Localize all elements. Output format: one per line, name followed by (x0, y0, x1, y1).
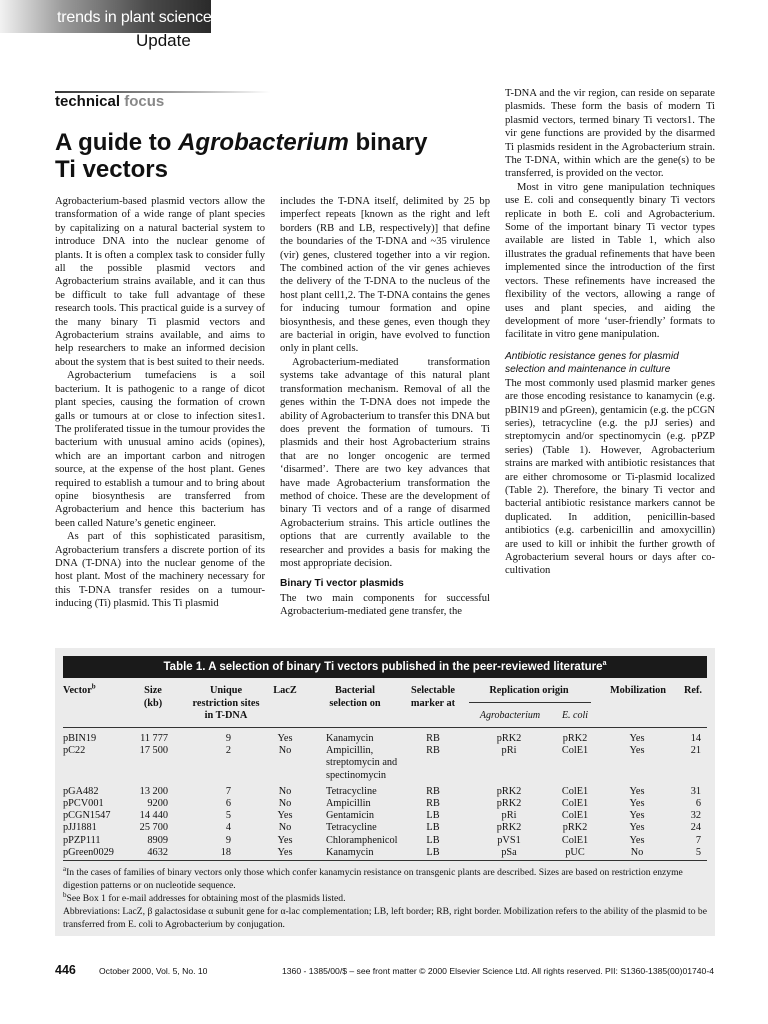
cell-size: 14 440 (139, 810, 168, 822)
cell-marker: LB (426, 846, 440, 858)
paragraph: The two main components for successful Agrobacterium-mediated gene transfer, the (280, 592, 490, 618)
cell-marker: LB (426, 834, 440, 846)
cell-ecoli: pRK2 (562, 733, 588, 744)
cell-ref: 32 (690, 810, 701, 822)
cell-size: 4632 (147, 846, 168, 858)
header-rule (63, 727, 707, 728)
col-header-sites: Unique restriction sites in T-DNA (192, 685, 260, 721)
cell-vector: pPCV001 (63, 798, 104, 809)
cell-size: 9200 (147, 798, 168, 809)
paragraph: The most commonly used plasmid marker genes are those encoding resistance to kanamycin (e.g. pBIN19 and pGreen), gentamicin (e.g. the pCGN series), tetracycline (e.g. the pJJ series) and streptomycin and/or spectinomycin (e.g. pPZP series) (Table 1). However, Agrobacterium strains are marked with antibiotic resistances that are either chromosome or Ti-plasmid localized (Table 2). Therefore, the binary Ti vector and bacterial antibiotic resistance markers cannot be duplicated. In addition, penicillin-based antibiotics (e.g. carbenicillin and amoxycillin) are used to kill or inhibit the further growth of Agrobacterium several hours or days after co-cultivation (505, 377, 715, 577)
cell-ecoli: ColE1 (561, 810, 589, 822)
cell-ref: 24 (690, 822, 701, 834)
cell-bact-cont: spectinomycin (326, 769, 387, 781)
paragraph: As part of this sophisticated parasitism, Agrobacterium transfers a discrete portion of its DNA (T-DNA) into the nuclear genome of the host plant. Most of the machinery necessary for this T-DNA transfer resides on a tumour-inducing (Ti) plasmid. This Ti plasmid (55, 531, 265, 610)
col-header-origin: Replication origin (489, 685, 569, 696)
col-header-size: Size (kb) (143, 685, 163, 709)
article-type-label (55, 93, 164, 110)
cell-mob: Yes (629, 745, 645, 757)
cell-bact: Tetracycline (326, 785, 377, 797)
title-post: binary Ti vectors (55, 129, 428, 183)
cell-vector: pJJ1881 (63, 822, 97, 834)
cell-agro: pSa (501, 846, 517, 858)
col-header-origin-ecoli: E. coli (561, 710, 589, 721)
cell-mob: Yes (629, 810, 645, 822)
cell-agro: pVS1 (497, 834, 521, 846)
cell-marker: LB (426, 810, 440, 822)
cell-mob: Yes (629, 733, 645, 744)
cell-vector: pBIN19 (63, 733, 97, 744)
cell-ecoli: ColE1 (561, 785, 589, 797)
cell-sites: 9 (225, 733, 231, 744)
cell-vector: pPZP111 (63, 834, 101, 846)
cell-ecoli: ColE1 (561, 798, 589, 809)
cell-bact: Chloramphenicol (326, 834, 398, 846)
table-title-text: Table 1. A selection of binary Ti vectors published in the peer-reviewed literature (163, 661, 603, 673)
paragraph: includes the T-DNA itself, delimited by 25 bp imperfect repeats [known as the right and left borders (RB and LB, respectively)] that define the boundaries of the T-DNA and ~35 virulence (vir) genes, clustered together into a vir region. The combined action of the vir genes achieves the delivery of the T-DNA to the nucleus of the host plant cell1,2. The T-DNA contains the genes for inducing tumour formation and opine biosynthesis, and these genes, even though they are bacterial in origin, have evolved to function only in plant cells. (280, 196, 490, 355)
origin-rule (469, 702, 591, 703)
cell-size: 13 200 (139, 785, 168, 797)
issue-info: October 2000, Vol. 5, No. 10 (99, 966, 208, 976)
cell-lacz: Yes (277, 846, 293, 858)
column-right (505, 87, 715, 578)
copyright-line: 1360 - 1385/00/$ – see front matter © 2000 Elsevier Science Ltd. All rights reserved. PII: S1360-1385(00)01740-4 (282, 966, 714, 976)
cell-bact: Gentamicin (326, 810, 375, 822)
table-footnotes (63, 866, 707, 931)
cell-lacz: Yes (277, 810, 293, 822)
cell-size: 8909 (147, 834, 168, 846)
cell-lacz: No (278, 798, 292, 809)
cell-agro: pRK2 (496, 733, 522, 744)
cell-sites: 7 (225, 785, 231, 797)
paragraph: Agrobacterium-based plasmid vectors allow the transformation of a wide range of plant species by capitalizing on a natural bacterial system to introduce DNA into the nuclear genome of plants. It is often a complex task to consider fully all the possible plasmid vectors and Agrobacterium strains available, and it can thus be difficult to take full advantage of these research tools. This practical guide is a survey of the many binary Ti plasmid vectors and Agrobacterium strains available, and aims to help researchers to make an informed decision about the system that is best suited to their needs. (55, 196, 265, 368)
cell-ecoli: ColE1 (561, 745, 589, 757)
cell-vector: pC22 (63, 745, 86, 757)
cell-sites: 5 (225, 810, 231, 822)
cell-sites: 6 (225, 798, 231, 809)
footnote-a: $^a$In the cases of families of binary vectors only those which confer kanamycin resistance on transgenic plants are described. Sizes are based on restriction enzyme digestion patterns or on nucleotide sequence. (63, 864, 683, 891)
cell-mob: Yes (629, 798, 645, 809)
cell-sites: 4 (225, 822, 231, 834)
cell-agro: pRi (501, 810, 517, 822)
cell-vector: pGreen0029 (63, 846, 114, 858)
paragraph: Agrobacterium tumefaciens is a soil bacterium. It is pathogenic to a range of dicot plant species, causing the formation of crown galls or tumours at or close to infection sites1. The proliferated tissue in the tumour provides the bacterium with unusual amino acids (opines), which are an important carbon and nitrogen source, at the expense of the host plant. Genes required to establish a tumour and to bring about opine biosynthesis are transferred from Agrobacterium and hence this bacterium has been called Nature’s genetic engineer. (55, 370, 265, 529)
cell-ecoli: pUC (565, 846, 585, 858)
cell-ecoli: ColE1 (561, 834, 589, 846)
footnote-b: $^b$See Box 1 for e-mail addresses for obtaining most of the plasmids listed. (63, 890, 346, 904)
cell-lacz: Yes (277, 834, 293, 846)
table-title (63, 656, 707, 678)
cell-ref: 5 (695, 846, 701, 858)
article-title (55, 129, 455, 183)
cell-ref: 21 (690, 745, 701, 757)
cell-agro: pRK2 (496, 785, 522, 797)
cell-bact: Tetracycline (326, 822, 377, 834)
cell-agro: pRK2 (496, 822, 522, 834)
section-label: Update (136, 31, 191, 50)
cell-lacz: No (278, 822, 292, 834)
cell-lacz: Yes (277, 733, 293, 744)
col-header-origin-agro: Agrobacterium (479, 710, 541, 721)
cell-agro: pRi (501, 745, 517, 757)
footer-rule (63, 860, 707, 861)
cell-marker: RB (426, 745, 440, 757)
col-header-lacz: LacZ (273, 685, 297, 696)
cell-ecoli: pRK2 (562, 822, 588, 834)
cell-mob: Yes (629, 834, 645, 846)
table-1 (55, 648, 715, 936)
cell-ref: 14 (690, 733, 701, 744)
col-header-vector: Vector$^b$ (63, 682, 96, 696)
paragraph: T-DNA and the vir region, can reside on separate plasmids. These form the basis of modern Ti plasmid vectors, termed binary Ti vectors1. The vir gene functions are provided by the disarmed Ti plasmids resident in the Agrobacterium strain. The T-DNA, within which are the gene(s) to be transferred, is provided on the vector. (505, 88, 715, 180)
cell-mob: Yes (629, 785, 645, 797)
cell-bact: Kanamycin (326, 846, 374, 858)
cell-bact: Ampicillin, (326, 745, 374, 757)
cell-mob: No (630, 846, 644, 858)
cell-marker: RB (426, 798, 440, 809)
label-technical: technical (55, 93, 121, 110)
cell-bact-cont: streptomycin and (326, 757, 398, 769)
cell-ref: 6 (695, 798, 701, 809)
cell-bact: Ampicillin (326, 798, 371, 809)
table-title-sup: a (602, 660, 607, 668)
col-header-mobilization: Mobilization (609, 685, 667, 696)
section-heading: Antibiotic resistance genes for plasmid selection and maintenance in culture (505, 350, 679, 375)
cell-sites: 2 (225, 745, 231, 757)
cell-marker: LB (426, 822, 440, 834)
cell-size: 11 777 (140, 733, 168, 744)
label-focus: focus (124, 93, 165, 110)
paragraph: Most in vitro gene manipulation techniques use E. coli and consequently binary Ti vectors replicate in both E. coli and Agrobacterium. Some of the important binary Ti vector types available are listed in Table 1, which also illustrates the gradual refinements that have been implemented since the introduction of the first vectors. These refinements have increased the flexibility of the vectors, allowing a range of uses and plant species, and aiding the development of more ‘user-friendly’ formats to facilitate in vitro gene manipulation. (505, 181, 715, 341)
cell-lacz: No (278, 785, 292, 797)
cell-marker: RB (426, 785, 440, 797)
cell-ref: 31 (690, 785, 701, 797)
cell-lacz: No (278, 745, 292, 757)
col-header-marker: Selectable marker at (410, 685, 456, 709)
cell-vector: pCGN1547 (63, 810, 111, 822)
cell-mob: Yes (629, 822, 645, 834)
cell-bact: Kanamycin (326, 733, 374, 744)
cell-size: 25 700 (139, 822, 168, 834)
column-middle (280, 195, 490, 619)
title-italic: Agrobacterium (178, 129, 349, 156)
section-heading: Binary Ti vector plasmids (280, 578, 404, 590)
paragraph: Agrobacterium-mediated transformation systems take advantage of this natural plant transformation mechanism. Removal of all the genes within the T-DNA does not impede the ability of Agrobacterium to transfer this DNA but does prevent the formation of tumours. Ti plasmids and their host Agrobacterium strains that are no longer oncogenic are termed ‘disarmed’. There are two key advances that have made Agrobacterium transformation the method of choice. These are the development of binary Ti vectors and of a range of disarmed Agrobacterium strains. This article outlines the options that are currently available to the researcher and provides a basis for making the most appropriate decision. (280, 356, 490, 569)
cell-ref: 7 (695, 834, 701, 846)
cell-size: 17 500 (139, 745, 168, 757)
cell-marker: RB (426, 733, 440, 744)
cell-sites: 9 (225, 834, 231, 846)
col-header-ref: Ref. (683, 685, 702, 696)
cell-vector: pGA482 (63, 785, 99, 797)
col-header-bacterial: Bacterial selection on (329, 685, 381, 709)
title-pre: A guide to (55, 129, 179, 156)
column-left (55, 195, 265, 611)
cell-agro: pRK2 (496, 798, 522, 809)
footnote-abbreviations: Abbreviations: LacZ, β galactosidase α subunit gene for α-lac complementation; LB, left border; RB, right border. Mobilization refers to the ability of the plasmid to be transferred from E. coli to Agrobacterium by conjugation. (63, 906, 707, 930)
journal-name: trends in plant science (57, 9, 212, 26)
page-number: 446 (55, 963, 76, 977)
cell-sites: 18 (220, 846, 231, 858)
